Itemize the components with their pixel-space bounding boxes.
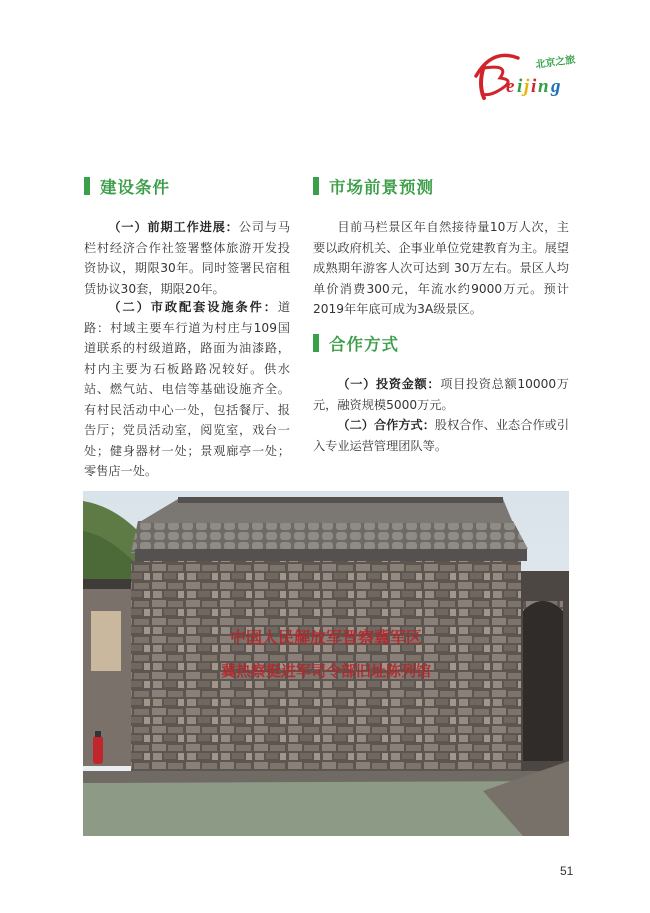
svg-text:i: i [531, 76, 537, 97]
page-number: 51 [560, 864, 574, 878]
memorial-hall-photo [83, 491, 569, 836]
paragraph-lead: （一）投资金额： [337, 377, 441, 391]
svg-text:n: n [538, 76, 549, 97]
heading-accent-bar [313, 177, 319, 195]
inscription-line-1: 中国人民解放军晋察冀军区 [229, 628, 423, 647]
paragraph-text: 公司与马栏村经济合作社签署整体旅游开发投资协议，期限30年。同时签署民宿租赁协议30套，期限20年。 [84, 220, 291, 296]
paragraph-municipal-facilities [84, 297, 290, 482]
section-heading-market [313, 175, 434, 197]
svg-text:e: e [506, 76, 515, 97]
section-title: 市场前景预测 [329, 178, 434, 197]
paragraph-cooperation-mode [313, 415, 569, 456]
paragraph-text: 道路：村域主要车行道为村庄与109国道联系的村级道路，路面为油漆路，村内主要为石板路路况较好。供水站、燃气站、电信等基础设施齐全。有村民活动中心一处，包括餐厅、报告厅；党员活动室，阅览室，戏台一处；健身器材一处；景观廊亭一处；零售店一处。 [84, 300, 290, 478]
heading-accent-bar [84, 177, 90, 195]
section-heading-construction [84, 175, 170, 197]
svg-text:g: g [551, 76, 561, 97]
paragraph-text: 项目投资总额10000万元，融资规模5000万元。 [313, 377, 569, 412]
heading-accent-bar [313, 334, 319, 352]
paragraph-lead: （二）合作方式： [337, 418, 435, 432]
paragraph-prep-progress [84, 217, 290, 299]
section-title: 建设条件 [100, 178, 170, 197]
paragraph-lead: （一）前期工作进展： [108, 220, 239, 234]
svg-text:北京之旅: 北京之旅 [534, 54, 577, 71]
paragraph-text: 股权合作、业态合作或引入专业运营管理团队等。 [313, 418, 570, 453]
paragraph-market-forecast [313, 217, 569, 320]
beijing-logo [470, 46, 586, 102]
inscription-line-2: 冀热察挺进军司令部旧址陈列馆 [220, 662, 432, 680]
paragraph-text: 目前马栏景区年自然接待量10万人次，主要以政府机关、企事业单位党建教育为主。展望成熟期年游客人次可达到 30万左右。景区人均单价消费300元，年流水约9000万元。预计2019年年底可成为3A级景区。 [313, 220, 569, 316]
paragraph-lead: （二）市政配套设施条件： [108, 300, 278, 314]
svg-text:i: i [517, 76, 523, 97]
section-heading-cooperation [313, 332, 399, 354]
svg-text:j: j [524, 76, 530, 97]
paragraph-investment-amount [313, 374, 569, 415]
section-title: 合作方式 [329, 335, 399, 354]
